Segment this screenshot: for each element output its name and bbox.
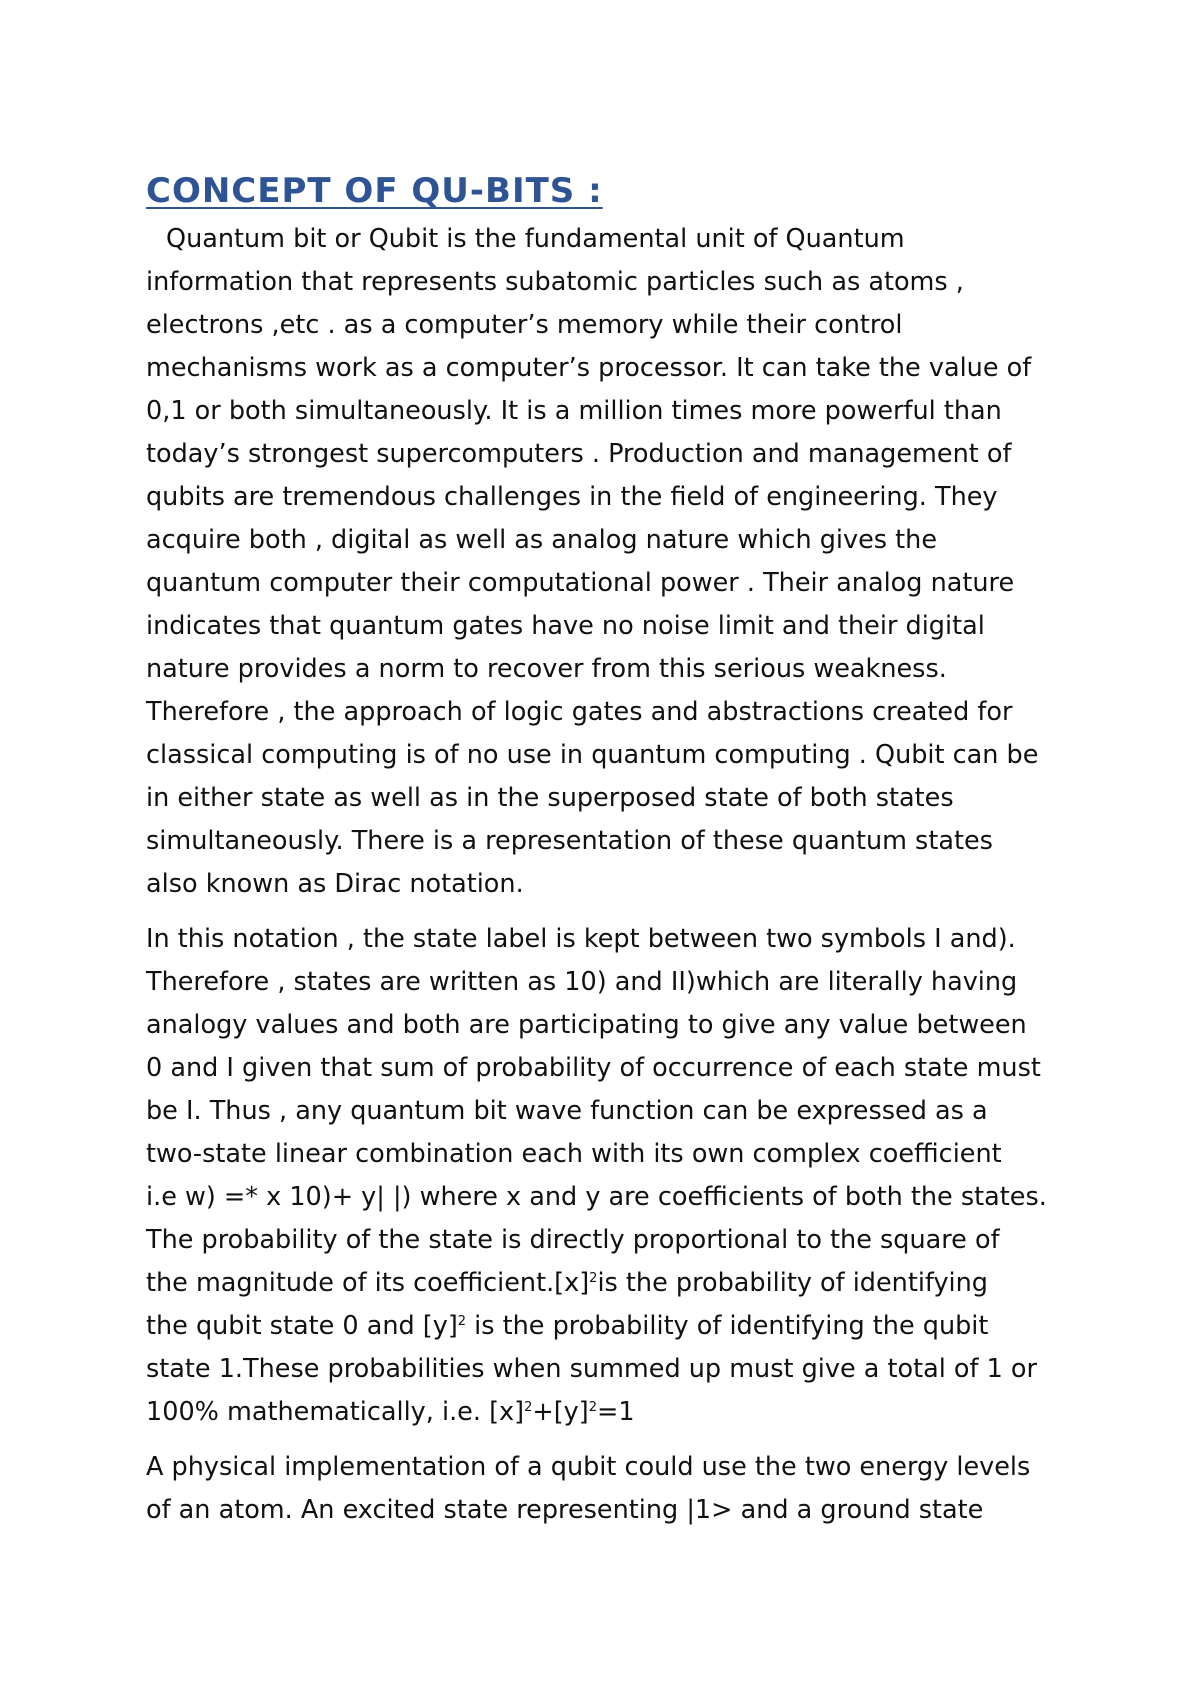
text-line-with-superscript — [146, 1262, 1086, 1305]
text-segment: the magnitude of its coefficient.[x] — [146, 1268, 590, 1298]
text-line: electrons ,etc . as a computer’s memory while their control — [146, 310, 903, 340]
text-line: analogy values and both are participating to give any value between — [146, 1010, 1027, 1040]
text-line: also known as Dirac notation. — [146, 869, 524, 899]
text-segment: is the probability of identifying — [597, 1268, 988, 1298]
text-line: of an atom. An excited state representing |1> and a ground state — [146, 1495, 984, 1525]
text-line: today’s strongest supercomputers . Production and management of — [146, 439, 1012, 469]
paragraph-intro — [146, 218, 1086, 906]
text-line: nature provides a norm to recover from this serious weakness. — [146, 654, 947, 684]
paragraph-physical-implementation — [146, 1446, 1086, 1532]
text-line-with-superscript — [146, 1391, 1086, 1434]
superscript: 2 — [524, 1400, 533, 1415]
text-line: simultaneously. There is a representation of these quantum states — [146, 826, 993, 856]
superscript: 2 — [589, 1271, 598, 1286]
text-line: A physical implementation of a qubit could use the two energy levels — [146, 1452, 1031, 1482]
text-line: 0 and I given that sum of probability of occurrence of each state must — [146, 1053, 1041, 1083]
page-title: CONCEPT OF QU-BITS : — [146, 171, 603, 211]
text-line: Quantum bit or Qubit is the fundamental unit of Quantum — [166, 224, 905, 254]
text-line: classical computing is of no use in quantum computing . Qubit can be — [146, 740, 1039, 770]
text-line: indicates that quantum gates have no noise limit and their digital — [146, 611, 985, 641]
text-line: state 1.These probabilities when summed up must give a total of 1 or — [146, 1354, 1037, 1384]
text-line: In this notation , the state label is kept between two symbols I and). — [146, 924, 1016, 954]
document-page — [146, 170, 1086, 1532]
text-line: Therefore , the approach of logic gates and abstractions created for — [146, 697, 1013, 727]
text-line-with-superscript — [146, 1305, 1086, 1348]
paragraph-dirac-notation — [146, 918, 1086, 1434]
text-segment: =1 — [597, 1397, 635, 1427]
text-segment: is the probability of identifying the qubit — [466, 1311, 989, 1341]
text-line: quantum computer their computational power . Their analog nature — [146, 568, 1015, 598]
text-line: Therefore , states are written as 10) and II)which are literally having — [146, 967, 1018, 997]
text-line: acquire both , digital as well as analog nature which gives the — [146, 525, 938, 555]
text-line: qubits are tremendous challenges in the field of engineering. They — [146, 482, 998, 512]
text-segment: the qubit state 0 and [y] — [146, 1311, 458, 1341]
text-line: be I. Thus , any quantum bit wave function can be expressed as a — [146, 1096, 988, 1126]
text-line: The probability of the state is directly proportional to the square of — [146, 1225, 1000, 1255]
text-line: two-state linear combination each with its own complex coefficient — [146, 1139, 1002, 1169]
superscript: 2 — [457, 1314, 467, 1329]
text-segment: +[y] — [532, 1397, 589, 1427]
text-line: in either state as well as in the superposed state of both states — [146, 783, 954, 813]
text-line: information that represents subatomic particles such as atoms , — [146, 267, 964, 297]
text-line: mechanisms work as a computer’s processor. It can take the value of — [146, 353, 1032, 383]
text-segment: 100% mathematically, i.e. [x] — [146, 1397, 525, 1427]
text-line: i.e w) =* x 10)+ y| |) where x and y are coefficients of both the states. — [146, 1182, 1047, 1212]
text-line: 0,1 or both simultaneously. It is a million times more powerful than — [146, 396, 1002, 426]
superscript: 2 — [588, 1400, 597, 1415]
